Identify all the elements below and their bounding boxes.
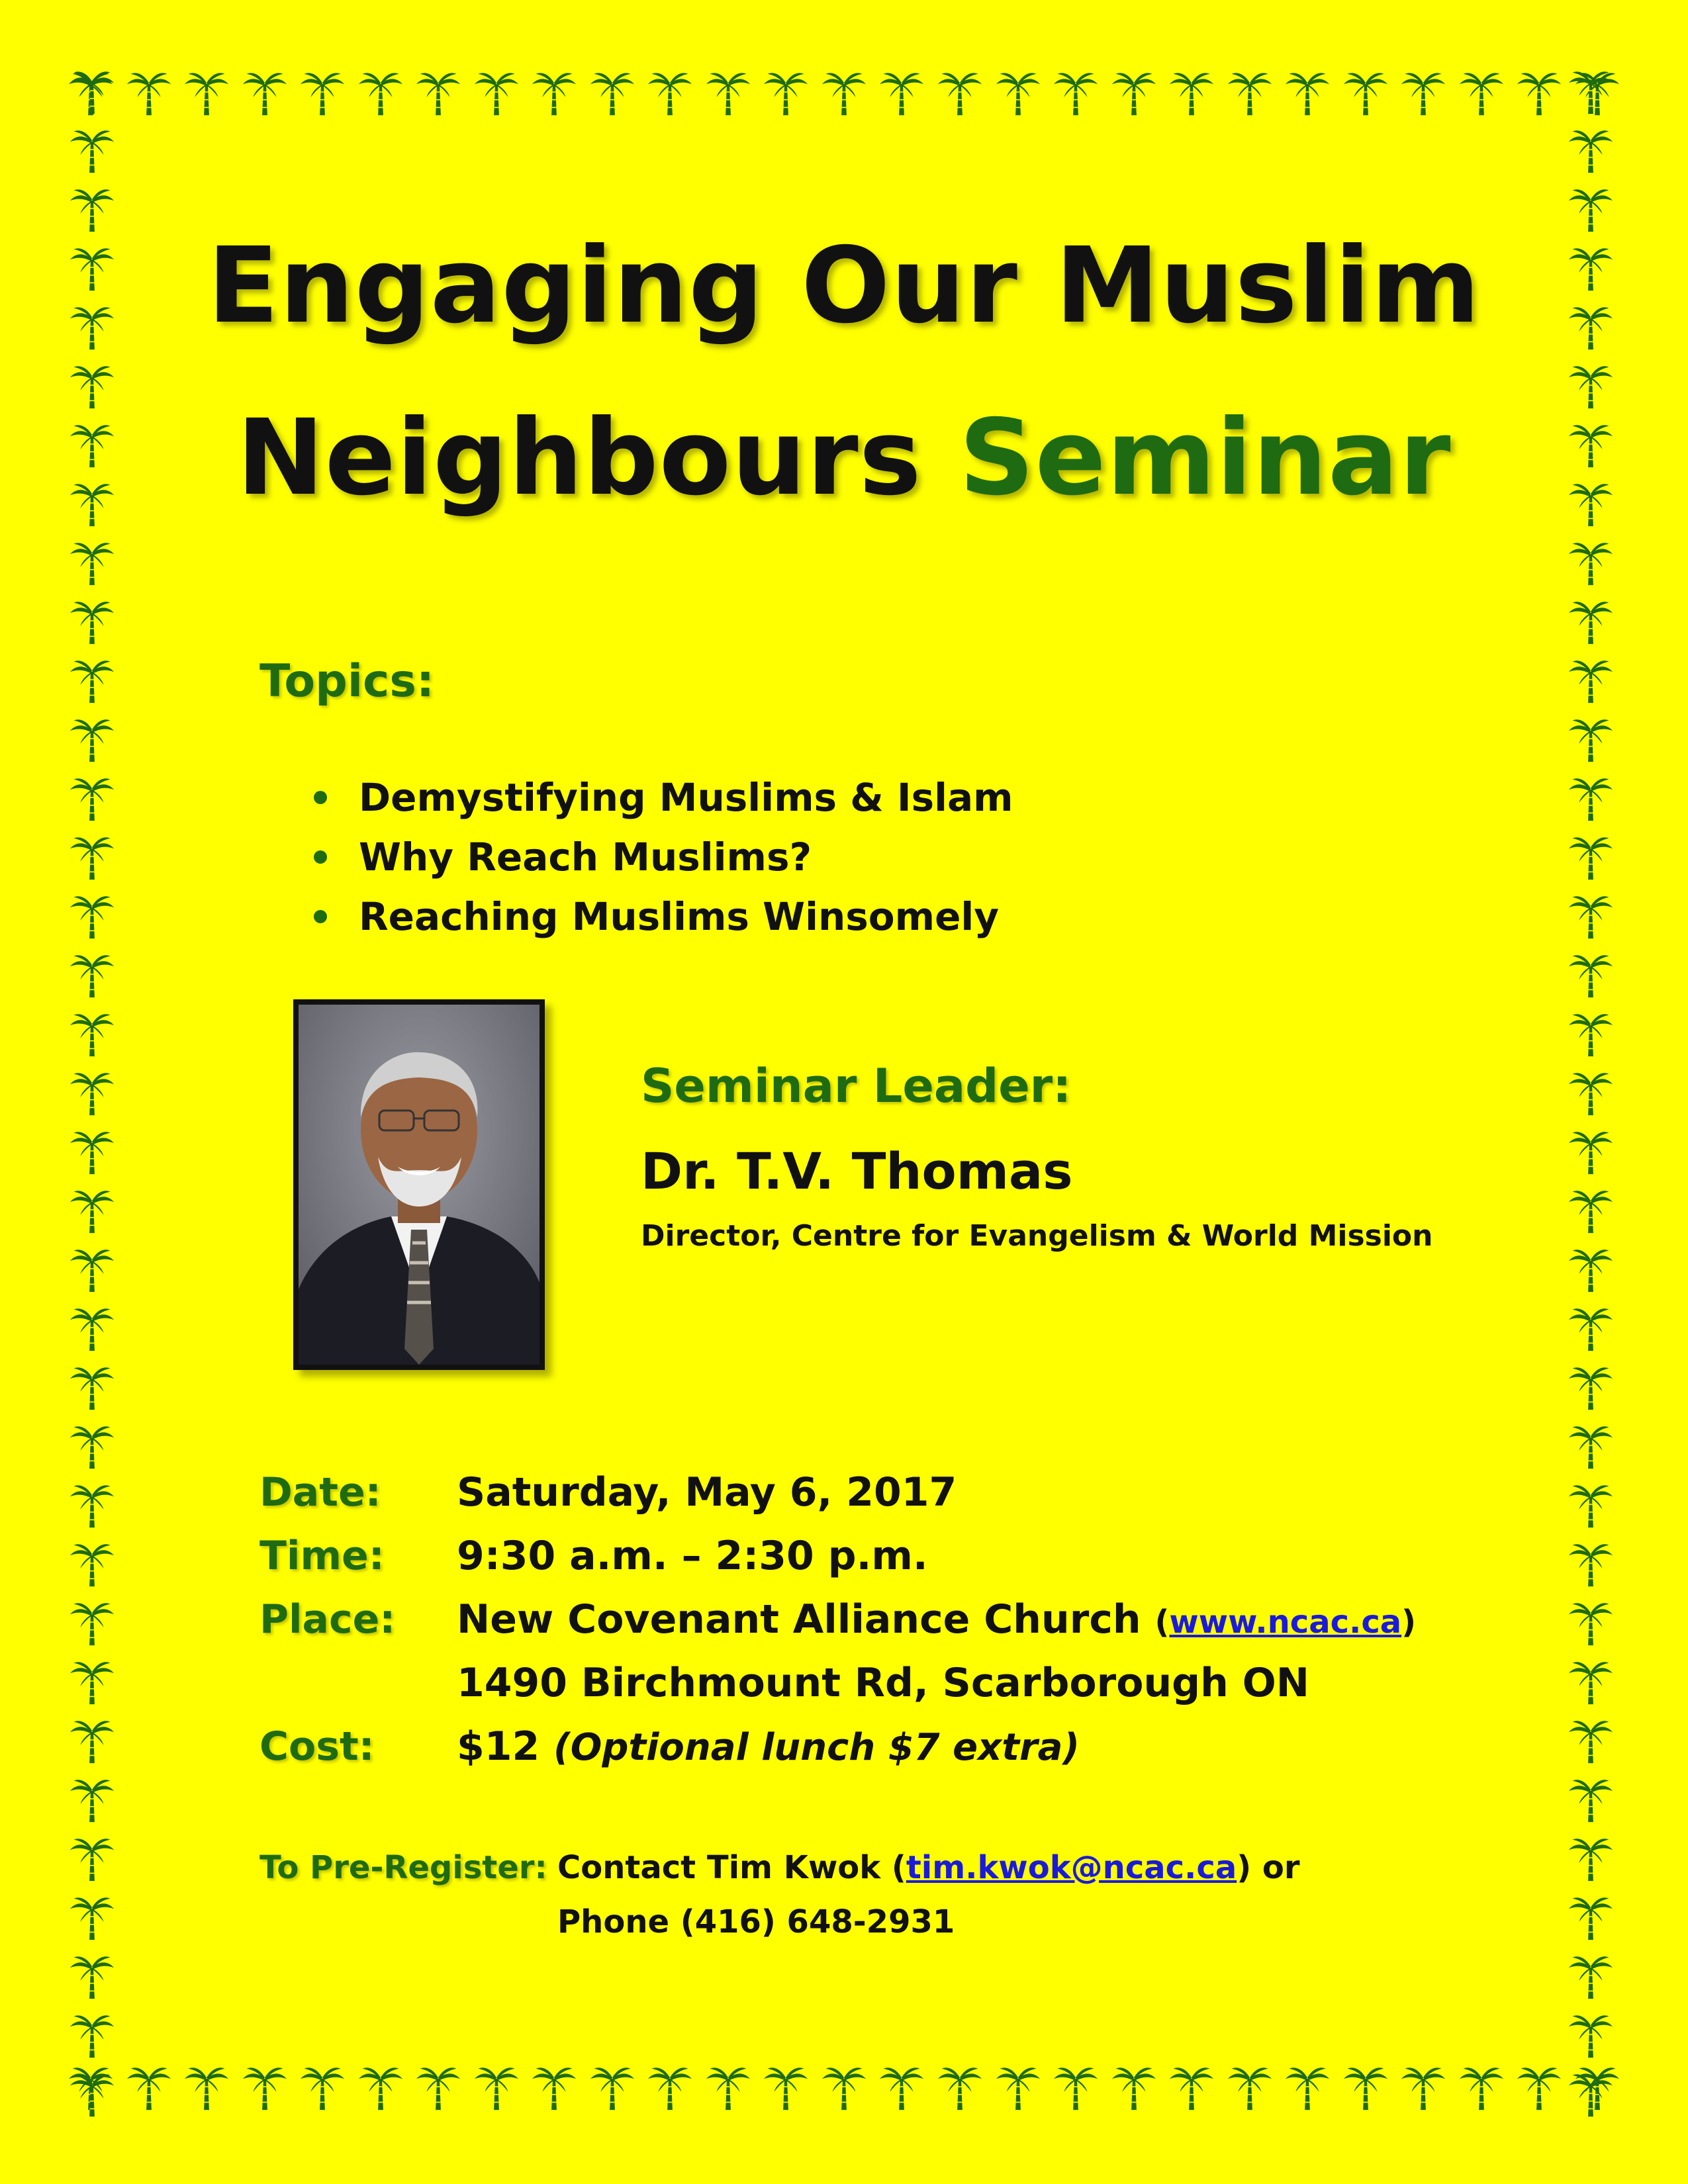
date-value: Saturday, May 6, 2017 <box>457 1469 957 1516</box>
palm-tree-icon <box>528 66 580 118</box>
palm-tree-icon <box>66 1537 118 1589</box>
palm-tree-icon <box>760 2061 812 2113</box>
palm-tree-icon <box>1340 2061 1391 2113</box>
palm-tree-icon <box>66 1655 118 1707</box>
title-line-2 <box>0 397 1688 519</box>
palm-border-top <box>65 66 1623 123</box>
palm-tree-icon <box>66 1596 118 1648</box>
palm-tree-icon <box>297 66 348 118</box>
palm-tree-icon <box>66 1066 118 1118</box>
cost-amount: $12 <box>457 1723 540 1770</box>
palm-tree-icon <box>876 2061 927 2113</box>
palm-tree-icon <box>1565 65 1617 116</box>
palm-tree-icon <box>1166 66 1217 118</box>
palm-tree-icon <box>66 1832 118 1884</box>
palm-tree-icon <box>66 1125 118 1177</box>
palm-tree-icon <box>66 1714 118 1766</box>
palm-tree-icon <box>818 2061 870 2113</box>
title-text-1: Engaging Our Muslim <box>207 225 1481 347</box>
palm-tree-icon <box>876 66 927 118</box>
palm-tree-icon <box>66 2009 118 2060</box>
palm-tree-icon <box>1456 66 1507 118</box>
palm-tree-icon <box>1565 1832 1617 1884</box>
time-label: Time: <box>259 1533 385 1579</box>
palm-tree-icon <box>66 889 118 941</box>
palm-tree-icon <box>66 1950 118 2001</box>
palm-tree-icon <box>644 2061 696 2113</box>
palm-tree-icon <box>471 2061 522 2113</box>
palm-tree-icon <box>586 2061 638 2113</box>
palm-tree-icon <box>1565 124 1617 175</box>
palm-tree-icon <box>66 1420 118 1471</box>
palm-tree-icon <box>1166 2061 1217 2113</box>
speaker-portrait-image <box>299 1005 539 1365</box>
place-value <box>457 1596 1416 1643</box>
palm-tree-icon <box>1565 536 1617 588</box>
palm-tree-icon <box>1565 1361 1617 1412</box>
palm-tree-icon <box>1050 66 1102 118</box>
cost-value <box>457 1723 1080 1770</box>
palm-tree-icon <box>66 1479 118 1530</box>
palm-tree-icon <box>1565 595 1617 647</box>
contact-prefix: Contact Tim Kwok <box>557 1849 881 1886</box>
palm-tree-icon <box>66 595 118 647</box>
palm-tree-icon <box>1565 1125 1617 1177</box>
place-address: 1490 Birchmount Rd, Scarborough ON <box>457 1660 1309 1706</box>
palm-tree-icon <box>355 66 406 118</box>
palm-tree-icon <box>1513 2061 1565 2113</box>
palm-tree-icon <box>181 2061 232 2113</box>
palm-tree-icon <box>66 1302 118 1353</box>
palm-tree-icon <box>66 1891 118 1942</box>
palm-tree-icon <box>1108 66 1160 118</box>
palm-tree-icon <box>66 654 118 705</box>
palm-tree-icon <box>644 66 696 118</box>
palm-tree-icon <box>123 66 175 118</box>
contact-suffix: or <box>1262 1849 1300 1886</box>
palm-tree-icon <box>586 66 638 118</box>
palm-tree-icon <box>1565 1950 1617 2001</box>
time-value: 9:30 a.m. – 2:30 p.m. <box>457 1533 928 1579</box>
seminar-leader-heading: Seminar Leader: <box>641 1059 1072 1113</box>
palm-tree-icon <box>702 66 754 118</box>
palm-tree-icon <box>66 1243 118 1295</box>
palm-tree-icon <box>1565 831 1617 882</box>
place-name: New Covenant Alliance Church <box>457 1596 1141 1643</box>
date-label: Date: <box>259 1469 381 1516</box>
palm-tree-icon <box>1565 889 1617 941</box>
palm-tree-icon <box>1050 2061 1102 2113</box>
palm-tree-icon <box>1565 1537 1617 1589</box>
palm-tree-icon <box>1565 772 1617 823</box>
palm-tree-icon <box>528 2061 580 2113</box>
palm-tree-icon <box>239 66 291 118</box>
place-link-wrapper: (www.ncac.ca) <box>1154 1604 1417 1641</box>
cost-note: (Optional lunch $7 extra) <box>553 1726 1080 1769</box>
palm-tree-icon <box>1565 713 1617 764</box>
palm-tree-icon <box>66 831 118 882</box>
palm-tree-icon <box>1513 66 1565 118</box>
palm-tree-icon <box>66 1184 118 1236</box>
palm-tree-icon <box>66 2068 118 2119</box>
palm-tree-icon <box>1565 1007 1617 1059</box>
palm-tree-icon <box>1565 2068 1617 2119</box>
palm-tree-icon <box>412 2061 464 2113</box>
palm-tree-icon <box>1108 2061 1160 2113</box>
palm-tree-icon <box>355 2061 406 2113</box>
palm-border-bottom <box>65 2061 1623 2118</box>
palm-tree-icon <box>239 2061 291 2113</box>
palm-tree-icon <box>1565 1655 1617 1707</box>
leader-role: Director, Centre for Evangelism & World Mission <box>641 1219 1433 1253</box>
palm-tree-icon <box>66 948 118 1000</box>
palm-tree-icon <box>66 772 118 823</box>
contact-email-link[interactable]: tim.kwok@ncac.ca <box>906 1849 1237 1886</box>
palm-tree-icon <box>181 66 232 118</box>
palm-tree-icon <box>1282 2061 1333 2113</box>
palm-tree-icon <box>66 713 118 764</box>
palm-tree-icon <box>66 536 118 588</box>
palm-tree-icon <box>1565 1773 1617 1825</box>
palm-tree-icon <box>66 65 118 116</box>
palm-tree-icon <box>1565 1714 1617 1766</box>
palm-tree-icon <box>934 2061 986 2113</box>
palm-tree-icon <box>1282 66 1333 118</box>
topic-item: Reaching Muslims Winsomely <box>306 887 1013 946</box>
palm-tree-icon <box>1565 948 1617 1000</box>
palm-tree-icon <box>1565 1891 1617 1942</box>
palm-tree-icon <box>1565 654 1617 705</box>
palm-tree-icon <box>66 1361 118 1412</box>
palm-border-right <box>1565 65 1622 2119</box>
contact-phone: Phone (416) 648-2931 <box>557 1903 955 1940</box>
palm-tree-icon <box>471 66 522 118</box>
palm-tree-icon <box>1565 1243 1617 1295</box>
title-line-1 <box>0 225 1688 347</box>
palm-tree-icon <box>66 1007 118 1059</box>
palm-tree-icon <box>760 66 812 118</box>
preregister-label: To Pre-Register: <box>259 1849 547 1886</box>
palm-tree-icon <box>1565 1420 1617 1471</box>
palm-tree-icon <box>1565 1066 1617 1118</box>
title-text-2: Neighbours <box>236 397 922 519</box>
registration-contact: Contact Tim Kwok (tim.kwok@ncac.ca) or <box>557 1849 1300 1886</box>
cost-label: Cost: <box>259 1723 375 1770</box>
palm-tree-icon <box>297 2061 348 2113</box>
palm-tree-icon <box>818 66 870 118</box>
topic-item: Demystifying Muslims & Islam <box>306 768 1013 827</box>
palm-tree-icon <box>934 66 986 118</box>
palm-tree-icon <box>1565 2009 1617 2060</box>
palm-tree-icon <box>1565 1184 1617 1236</box>
palm-tree-icon <box>412 66 464 118</box>
palm-tree-icon <box>702 2061 754 2113</box>
topics-list <box>306 768 1013 946</box>
palm-tree-icon <box>1340 66 1391 118</box>
palm-tree-icon <box>123 2061 175 2113</box>
palm-tree-icon <box>1397 2061 1449 2113</box>
palm-tree-icon <box>1456 2061 1507 2113</box>
palm-border-left <box>66 65 123 2119</box>
palm-tree-icon <box>1224 66 1276 118</box>
palm-tree-icon <box>1565 1479 1617 1530</box>
place-label: Place: <box>259 1596 396 1643</box>
palm-tree-icon <box>1224 2061 1276 2113</box>
palm-tree-icon <box>1565 1596 1617 1648</box>
leader-name: Dr. T.V. Thomas <box>641 1142 1073 1201</box>
palm-tree-icon <box>66 1773 118 1825</box>
palm-tree-icon <box>66 124 118 175</box>
topic-item: Why Reach Muslims? <box>306 827 1013 887</box>
topics-heading: Topics: <box>259 655 435 707</box>
palm-tree-icon <box>1397 66 1449 118</box>
speaker-photo <box>293 999 545 1370</box>
title-seminar-word: Seminar <box>959 397 1452 519</box>
palm-tree-icon <box>992 66 1044 118</box>
palm-tree-icon <box>1565 1302 1617 1353</box>
palm-tree-icon <box>992 2061 1044 2113</box>
church-website-link[interactable]: www.ncac.ca <box>1169 1604 1402 1641</box>
